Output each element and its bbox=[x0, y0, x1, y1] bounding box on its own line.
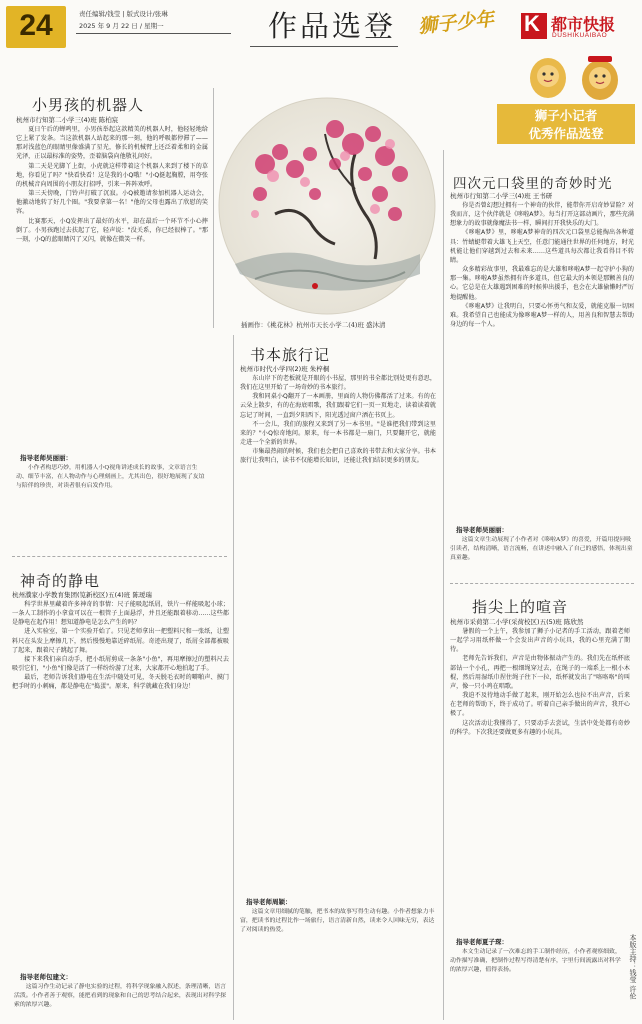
paragraph: 东山岸下的老板就是开眼的小书屋，那里的书全都比别处更有意思，我们在这里开始了一场奇妙的书本旅行。 bbox=[240, 375, 436, 392]
paragraph: 暑假的一个上午，我参加了狮子小记者的手工活动，跟着老师一起学习用纸杯做一个会发出声音的小玩具，我的心里充满了期待。 bbox=[450, 628, 630, 654]
divider-left-top bbox=[213, 88, 214, 328]
paragraph: 最后，老师告诉我们静电在生活中随处可见，冬天脱毛衣时的噼啪声、摸门把手时的小刺痛，都是静电在"捣蛋"。原来，科学就藏在我们身边！ bbox=[12, 674, 229, 691]
paragraph: 我迫不及待地动手做了起来，刚开始怎么也拉不出声音，后来在老师的帮助下，终于成功了。听着自己亲手做出的声音，我开心极了。 bbox=[450, 692, 630, 718]
article-robot-byline: 杭州市行知第二小学三(4)班 陈柏宸 bbox=[16, 116, 119, 124]
article-static-teacher: 指导老师包建文： bbox=[20, 973, 72, 981]
divider-horizontal-left bbox=[12, 556, 227, 557]
lion-mascot-wordmark: 狮子少年 bbox=[417, 8, 496, 38]
article-book-teacher-note: 这篇文章用细腻的笔触，把书本的故事写得生动有趣。小作者想象力丰富，把读书的过程比作一场旅行，语言清新自然，读来令人回味无穷，表达了对阅读的热爱。 bbox=[240, 909, 435, 933]
article-bag-title: 四次元口袋里的奇妙时光 bbox=[453, 176, 613, 192]
article-robot-teacher: 指导老师吴丽丽： bbox=[20, 454, 72, 462]
article-static-title: 神奇的静电 bbox=[20, 572, 101, 590]
article-static-body bbox=[12, 600, 229, 965]
paragraph: 众多精彩故事里，我最难忘的是大雄和哆啦A梦一起守护小狗的那一集。哆啦A梦虽然拥有许多道具，但它最大的本领是那颗善良的心。它总是在大雄遇到困难的时候伸出援手，也会在大雄偷懒时严厉地提醒他。 bbox=[450, 266, 634, 301]
paragraph: 老师先告诉我们，声音是由物体振动产生的。我们先在纸杯底部钻一个小孔，再把一根细绳穿过去，在绳子的一端系上一根小木棍，然后用湿纸巾捏住绳子往下一拉，纸杯就发出了"咯咯咯"的叫声，像一只小鸡在唱歌。 bbox=[450, 655, 630, 690]
lion-mascot-illustration bbox=[508, 52, 638, 104]
painting-caption: 插画作：《桃花林》杭州市天长小学二(4)班 盛沐清 bbox=[241, 321, 386, 329]
article-fingertip-byline: 杭州市采荷第二小学(采荷校区)五(5)班 陈欣然 bbox=[450, 618, 584, 626]
paragraph: 我和同桌小Q翻开了一本画册，里面的人物仿佛都活了过来。有的在云朵上散步，有的在海底唱歌，我们跟着它们一页一页地走，读着读着就忘记了时间，一直到夕阳西下，阳光透过窗户洒在书页上。 bbox=[240, 393, 436, 419]
article-robot-body bbox=[16, 125, 208, 395]
article-bag-byline: 杭州市行知第二小学三(4)班 王书研 bbox=[450, 192, 553, 200]
article-robot-title: 小男孩的机器人 bbox=[32, 96, 145, 114]
article-bag-body bbox=[450, 201, 634, 519]
brand-name: 都市快报 bbox=[551, 15, 616, 34]
article-fingertip-teacher-note: 本文生动记录了一次难忘的手工制作经历，小作者观察细致，动作描写准确，把制作过程写得清楚有序，字里行间流露出对科学的浓厚兴趣，值得表扬。 bbox=[450, 949, 621, 973]
article-fingertip-title: 指尖上的喧音 bbox=[472, 598, 569, 616]
paragraph: 科学世界里藏着许多神奇的事情：尺子能吸起纸屑，铁片一样能吸起小球；一条人工制作的小拿盒可以在一根管子上面悬浮，并且还能跟着移动……这些都是静电在起作用！想知道静电是怎么产生的吗？ bbox=[12, 601, 229, 627]
header-rule bbox=[76, 33, 231, 34]
side-credit: 本版主持：钱莹 许伦 bbox=[629, 934, 637, 1000]
divider-left-bottom bbox=[233, 335, 234, 1020]
brand-logo-mark: K bbox=[524, 11, 540, 36]
paragraph: 进入实验室，第一个实验开始了。只见老师拿出一把塑料尺和一张纸，让塑料尺在头发上摩擦几下，然后慢慢地靠近碎纸屑。奇迹出现了，纸屑全部都被吸了起来，跟着尺子跳起了舞。 bbox=[12, 628, 229, 654]
paragraph: 第二天是光脚丫上街，小虎就这样带着这个机器人来到了楼下的草地，你看见了吗？"快看快看！这是我的小Q哦！"小Q挺起胸膛，用夸张的机械音向周围的小朋友打招呼，引来一阵阵欢呼。 bbox=[16, 162, 208, 188]
paragraph: 你是否曾幻想过拥有一个神奇的伙伴，能带你开启奇妙冒险？对我而言，这个伙伴就是《哆啦A梦》。每当打开这部动画片，那些充满想象力的故事就像魔法书一样，瞬间打开我快乐的大门。 bbox=[450, 202, 634, 228]
article-fingertip-teacher: 指导老师夏子琛： bbox=[456, 938, 508, 946]
divider-right bbox=[443, 150, 444, 1020]
divider-horizontal-right bbox=[450, 583, 634, 584]
article-book-title: 书本旅行记 bbox=[250, 346, 331, 364]
article-robot-teacher-note: 小作者构思巧妙，用机器人小Q视角讲述成长的故事，文章语言生动、细节丰富，在人物动作与心理刻画上，尤其出色，很好地展现了友谊与陪伴的珍贵，对读者很有启发作用。 bbox=[16, 465, 205, 489]
painting-peach-blossom bbox=[215, 94, 439, 318]
page-number: 24 bbox=[19, 9, 53, 42]
paragraph: 不一会儿，我们的旅程又来到了另一本书里。"是谁把我们带到这里来的？"小Q惊奇地问。原来，每一本书都是一扇门，只要翻开它，就能走进一个全新的世界。 bbox=[240, 420, 436, 447]
banner-line-2: 优秀作品选登 bbox=[528, 126, 604, 141]
article-bag-teacher-note: 这篇文章生动展现了小作者对《哆啦A梦》的喜爱，开篇用提问吸引读者，结构清晰，语言流畅，在讲述中融入了自己的感悟，体现出童真童趣。 bbox=[450, 537, 633, 561]
issue-date: 2025 年 9 月 22 日 / 星期一 bbox=[79, 22, 164, 30]
paragraph: 这次活动让我懂得了，只要动手去尝试，生活中处处都有奇妙的科学。下次我还要做更多有趣的小玩具。 bbox=[450, 719, 630, 736]
editors-line: 责任编辑/钱莹 | 版式设计/张琳 bbox=[79, 10, 168, 18]
article-bag-teacher: 指导老师吴丽丽： bbox=[456, 526, 508, 534]
section-title-rule bbox=[250, 46, 398, 47]
paragraph: 《哆啦A梦》让我明白，只要心怀勇气和友爱，就能克服一切困难。我希望自己也能成为像哆啦A梦一样的人，用善良和智慧去帮助身边的每一个人。 bbox=[450, 302, 634, 329]
banner-line-1: 狮子小记者 bbox=[534, 108, 598, 123]
article-book-teacher: 指导老师周颖： bbox=[246, 898, 292, 906]
section-title: 作品选登 bbox=[268, 9, 397, 43]
article-fingertip-body bbox=[450, 627, 630, 935]
paragraph: 接下来我们亲自动手，把小纸屑剪成一条条"小鱼"，再用摩擦过的塑料尺去吸引它们，"小鱼"们像是活了一样纷纷游了过来，大家都开心地拍起了手。 bbox=[12, 655, 229, 673]
article-static-teacher-note: 这篇习作生动记录了静电实验的过程，将科学现象融入叙述，条理清晰，语言活泼。小作者善于观察，能把看到的现象和自己的思考结合起来，表现出对科学探索的浓厚兴趣。 bbox=[14, 984, 227, 1008]
brand-name-en: DUSHIKUAIBAO bbox=[552, 32, 608, 39]
paragraph: 《哆啦A梦》里，哆啦A梦神奇的四次元口袋里总能掏出各种道具：竹蜻蜓带着大雄飞上天空，任意门能通往世界的任何地方，时光机能让他们穿越到过去和未来……这些道具每次都让我看得目不转睛。 bbox=[450, 229, 634, 264]
paragraph: 比赛那天，小Q发挥出了最好的水平，却在最后一个环节不小心摔倒了。小男孩跑过去扶起了它，轻声说："没关系，你已经很棒了。"那一刻，小Q的蓝眼睛闪了又闪，就像在微笑一样。 bbox=[16, 217, 208, 243]
paragraph: 第三天傍晚，门铃声打破了沉寂。小Q被邀请参加机器人运动会，他激动地转了好几个圈。"我要拿第一名！"他的父母也露出了欣慰的笑容。 bbox=[16, 190, 208, 216]
article-book-body bbox=[240, 374, 436, 892]
article-book-byline: 杭州市时代小学四(2)班 朱梓桐 bbox=[240, 365, 330, 373]
paragraph: 市集最热闹的时候，我们也会把自己喜欢的书带去和大家分享。书本旅行让我明白，读书不仅能增长知识，还能让我们结识更多的朋友。 bbox=[240, 448, 436, 465]
article-static-byline: 杭州濮家小学教育集团(笕新校区)五(4)班 陈瑷瑞 bbox=[12, 591, 152, 599]
paragraph: 夏日午后的蝉鸣里，小男孩举起这款精美的机器人时，他轻轻地给它上紧了发条。当这款机器人站起来的那一刻，他的呼吸都停滞了——那对浅蓝色的眼睛里像盛满了星光，修长的机械臂上还泛着柔和的金属光泽，正以最标准的姿势，歪着脑袋向他敬礼问好。 bbox=[16, 126, 208, 161]
